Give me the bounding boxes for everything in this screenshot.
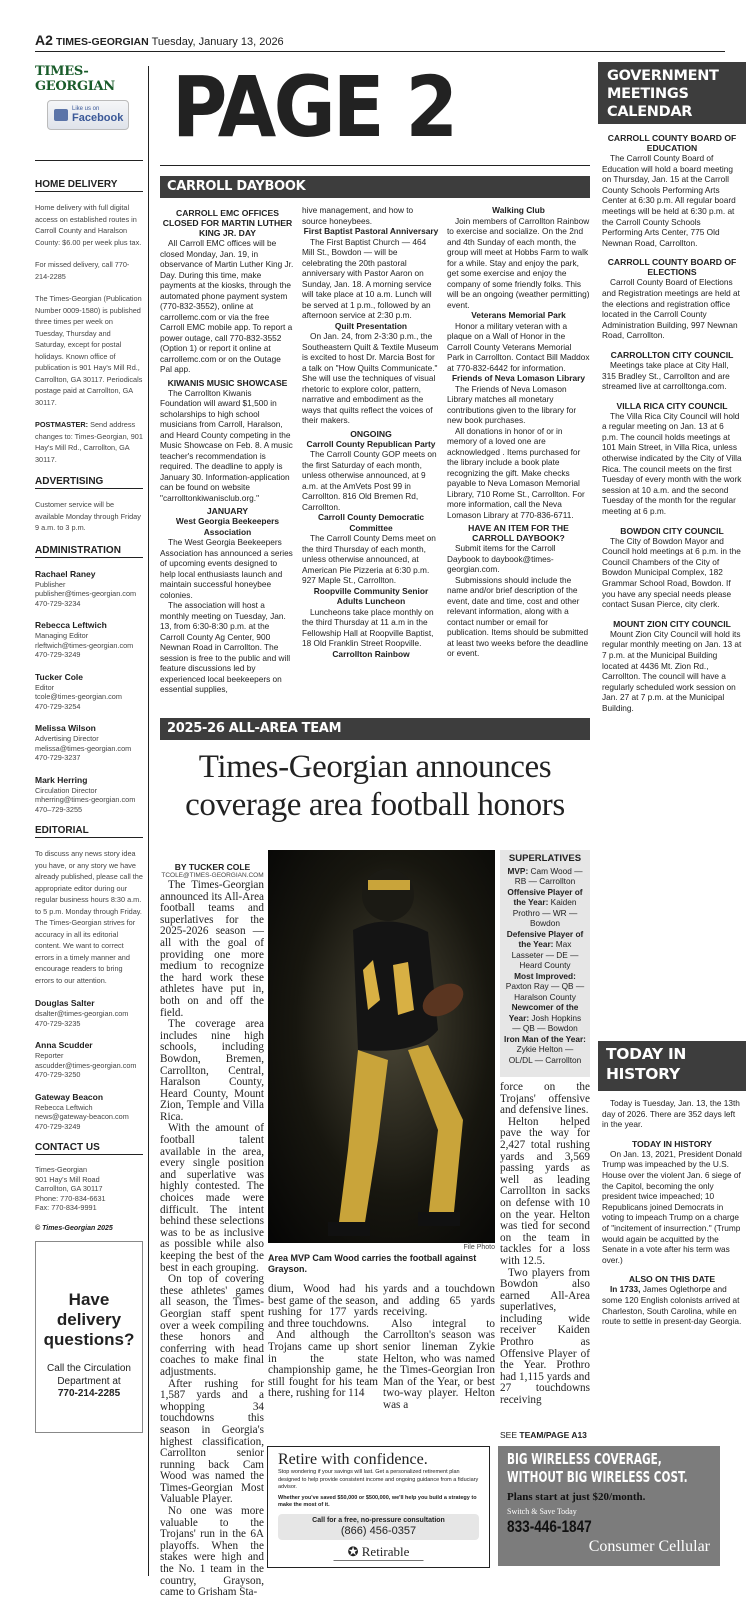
section-heading [302,429,440,439]
item-title [302,512,440,533]
government-calendar-list [598,133,746,714]
home-delivery-text: Home delivery with full digital access on established routes in Carroll County and Haralson County: $6.00 per week plus tax. [35,203,142,247]
superlative-item [504,1002,586,1034]
staff-phone: 470-729-3234 [35,598,81,608]
paragraph-text: Carroll County Board of Elections and Registration meetings are held at the elections and registration office located in the Carroll County Administration Building, 997 Newnan Road, Carrollton. [602,277,740,341]
contact-heading: CONTACT US [35,1142,143,1155]
contact-info [35,1165,143,1213]
paragraph-text: With the amount of football talent available in the area, every single position and superlative was highly contested. The choices made were difficult. The intent behind these selections was to be as inclusive as possible while also keeping the best of the best in each grouping. [160,1122,264,1274]
continued-paragraph [383,1284,495,1319]
staff-list [35,568,143,815]
staff-role: Managing Editor [35,631,89,640]
item-title [447,310,590,321]
paragraph-text: Today is Tuesday, Jan. 13, the 13th day of 2026. There are 352 days left in the year. [602,1098,740,1130]
paragraph-text: The Times-Georgian announced its All-Area football teams and superlatives for the 2025-2026 season — all with the goal of providing one more medium to recognize the hard work these athletes have put in, both on and off the field. [160,879,264,1019]
staff-phone: 470–729-3255 [35,804,83,814]
daybook-column-2 [302,205,440,659]
item-title [302,321,440,332]
facebook-line1: Like us on [72,106,100,112]
staff-email[interactable]: rleftwich@times-georgian.com [35,640,134,650]
ad-body: Stop wondering if your savings will last. Get a personalized retirement plan designed to help provide consistent income and ongoing guidance from a fiduciary advisor. [278,1469,479,1490]
item-title [160,516,295,537]
staff-entry [35,619,143,660]
staff-role: Reporter [35,1051,64,1060]
paragraph [160,1379,264,1507]
paragraph-text: All Carroll EMC offices will be closed Monday, Jan. 19, in observance of Martin Luther King Jr. Day. During this time, make payments at the kiosks, through the automated phone payment system (770-832-3552), online at carrollemc.com or via the free Carroll EMC mobile app. To report a power outage, call 770-832-3552 (Option 1) or report it online at carrollemc.com or on the Outage Pal app. [160,238,294,374]
superlative-label: Defensive Player of the Year: [506,928,584,949]
staff-email[interactable]: tcole@times-georgian.com [35,692,122,701]
paragraph-text: KIWANIS MUSIC SHOWCASE [167,377,288,388]
paragraph-text: Two players from Bowdon also earned All-Area superlatives, including wide receiver Kaiden Prothro as Offensive Player of the Year. Prothro had 1,115 yards and 27 touchdowns receiving [500,1266,590,1407]
staff-email[interactable]: news@gateway-beacon.com [35,1112,129,1121]
paragraph [602,1284,742,1326]
daybook-column-1 [160,205,295,695]
photo-credit: File Photo [463,1244,495,1251]
times-georgian-logo: TIMES-GEORGIAN [35,64,115,94]
staff-email[interactable]: dsalter@times-georgian.com [35,1009,129,1018]
paragraph-text: TODAY IN HISTORY [631,1138,713,1149]
staff-entry [35,1091,143,1132]
paragraph [160,238,295,375]
staff-email[interactable]: melissa@times-georgian.com [35,743,132,753]
paragraph-text: No one was more valuable to the Trojans' run in the 6A playoffs. When the stakes were high and the No. 1 team in the country, Grayson, came to Grisham Sta- [160,1505,264,1599]
paragraph-text: The Carroll County Board of Education will hold a board meeting on Thursday, Jan. 15 at the Carroll County Schools Performing Arts Center at 6:30 p.m. All regular board meetings will be held at 6:30 p.m. at the Carroll County Schools Performing Arts Center, 775 Old Newnan Road, Carrollton. [602,153,736,248]
superlatives-title: SUPERLATIVES [508,853,582,864]
paragraph-text: James Oglethorpe and some 120 English colonists arrived at Charleston, South Carolina, while en route to settle in present-day Georgia. [602,1284,742,1327]
retirable-brand: Retirable [361,1543,410,1559]
paragraph-text: And although the Trojans came up short in the state championship game, he still fought for his team there, rushing for 114 [268,1329,378,1400]
paragraph-text: All donations in honor of or in memory of a loved one are acknowledged . Items purchased for the library include a book plate recognizing the gift. Make checks payable to Neva Lomason Memorial Library, 710 Rome St., Carrollton. For more information, call the Neva Lomason Library at 770-836-6711. [447,425,585,520]
publication-text: The Times-Georgian (Publication Number 0009-1580) is published three times per week on Tuesday, Thursday and Saturday, except for postal holidays. Known office of publication is 901 Hay's Mill Rd., Carrollton, GA 30117. Periodicals postage paid at Carrollton, GA 30117. [35,294,143,407]
advertising-text: Customer service will be available Monday through Friday 9 a.m. to 3 p.m. [35,500,141,532]
paragraph-text: VILLA RICA CITY COUNCIL [616,400,728,411]
paragraph-text: BOWDON CITY COUNCIL [620,525,724,536]
section-heading [160,506,295,516]
paragraph [302,237,440,321]
paragraph-text: Carroll County Democratic Committee [317,512,425,533]
ad-phone[interactable]: 833-446-1847 [507,1517,592,1536]
paragraph [447,575,590,659]
staff-role: Editor [35,682,55,692]
editorial-heading: EDITORIAL [35,825,143,838]
continued-paragraph [500,1082,590,1117]
page-number: A2 [35,32,53,48]
government-calendar [598,62,746,714]
paragraph-text: Meetings take place at City Hall, 315 Bradley St., Carrollton and are streamed live at carrolltonga.com. [602,359,730,392]
retirable-ad[interactable] [267,1446,490,1568]
superlative-label: Most Improved: [514,970,576,981]
divider [35,160,143,161]
paragraph-text: Submit items for the Carroll Daybook to daybook@times-georgian.com. [447,543,556,574]
issue-date: Tuesday, January 13, 2026 [151,36,284,48]
consumer-cellular-ad[interactable] [498,1446,720,1566]
section-heading [602,1274,742,1284]
paragraph [602,536,742,610]
contact-line: Times-Georgian [35,1165,88,1174]
item-title [302,586,440,607]
item-title [447,373,590,384]
paragraph-text: CARROLL EMC OFFICES CLOSED FOR MARTIN LUTHER KING JR. DAY [162,208,293,238]
item-title [302,649,440,660]
superlative-value: Cam Wood — RB — Carrollton [514,865,583,886]
ad-plans: Plans start at just $20/month. [507,1491,646,1503]
paragraph [160,388,295,504]
paragraph [602,629,742,714]
paragraph [302,533,440,586]
today-in-history-body [598,1098,746,1327]
paragraph-text: MOUNT ZION CITY COUNCIL [613,618,731,629]
item-title [302,226,440,237]
missed-delivery-text: For missed delivery, call 770-214-2285 [35,260,130,281]
paragraph-text: The coverage area includes nine high schools, including Bowdon, Bremen, Carrollton, Central, Haralson County, Heard County, Mount Zion, Temple and Villa Rica. [160,1018,264,1123]
paragraph-text: CARROLL COUNTY BOARD OF ELECTIONS [607,257,737,278]
paragraph [447,216,590,311]
paragraph [268,1330,378,1400]
paragraph-text: West Georgia Beekeepers Association [175,516,280,537]
staff-name: Anna Scudder [35,1040,93,1050]
paragraph-text: yards and a touchdown and adding 65 yards receiving. [383,1283,495,1319]
staff-entry [35,774,143,815]
section-heading [447,523,590,543]
paragraph-text: Friends of Neva Lomason Library [451,373,586,383]
superlative-item [504,971,586,1003]
ad-switch: Switch & Save Today [507,1507,577,1516]
paragraph-text: ONGOING [350,428,392,439]
paragraph-text: The Carrollton Kiwanis Foundation will award $1,500 in scholarships to high school musicians from Carroll, Haralson, and Heard County competing in the Music Showcase on Feb. 8. A music teacher's recommendation is required. The deadline to apply is January 30. Information-application can be found on website "carrolltonkiwanisclub.org." [160,387,293,503]
delivery-call-text: Call the Circulation Department at [47,1362,131,1387]
superlative-label: MVP: [507,865,529,876]
section-heading [602,257,742,277]
article-column-3 [383,1284,495,1412]
continued-paragraph [268,1284,378,1330]
paragraph [302,449,440,512]
column-divider [148,66,149,1576]
paragraph-text: ALSO ON THIS DATE [628,1274,716,1285]
paragraph [447,543,590,575]
superlative-value: Josh Hopkins — QB — Bowdon [512,1012,582,1033]
paragraph-text: Quilt Presentation [334,320,408,331]
paragraph-text: Honor a military veteran with a plaque on a Wall of Honor in the Carroll County Veterans Memorial Park in Carrollton. Contact Bill Maddox at 770-832-6442 for information. [447,320,590,373]
paragraph-text: The Friends of Neva Lomason Library matches all monetary contributions given to the library for new book purchases. [447,383,577,425]
paragraph-text: The association will host a monthly meeting on Tuesday, Jan. 13, from 6:30-8:30 p.m. at the Carroll County Ag Center, 900 Newnan Road in Carrollton. The session is free to the public and will feature discussions led by experienced local beekeepers on essential supplies, [160,600,291,694]
ad-cta: Call for a free, no-pressure consultation [312,1516,445,1524]
ad-fine-print: ▬▬▬▬▬▬▬▬▬▬▬▬▬▬▬▬▬▬▬▬▬▬▬▬▬▬▬▬▬▬ [333,1558,424,1562]
staff-entry [35,722,143,763]
jump-target: TEAM/PAGE A13 [519,1430,587,1440]
paragraph-lead: In 1733, [610,1284,641,1295]
paragraph [602,277,742,341]
superlative-item [504,1034,586,1066]
paragraph-text: Veterans Memorial Park [471,310,566,320]
paragraph-text: Also integral to Carrollton's season was senior lineman Zykie Helton, who was named the Times-Georgian Iron Man of the Year, or best two-way player. Helton was a [383,1317,495,1411]
byline-author: BY TUCKER COLE [174,862,251,872]
football-player-photo [268,850,495,1243]
staff-name: Mark Herring [35,774,88,785]
paragraph [160,1506,264,1599]
superlatives-box [500,850,590,1077]
staff-phone: 470-729-3237 [35,753,81,762]
staff-entry [35,997,143,1028]
paragraph-text: The First Baptist Church — 464 Mill St., Bowdon — will be celebrating the 20th pastoral anniversary with Pastor Aaron on Sunday, Jan. 18. A morning service will take place at 10 a.m. Lunch will be served at 1 p.m., followed by an afternoon service at 2:30 p.m. [302,236,432,320]
paragraph [602,411,742,517]
paragraph [302,331,440,426]
superlative-label: Newcomer of the Year: [508,1002,579,1023]
paragraph-text: After rushing for 1,587 yards and a whopping 34 touchdowns this season in Georgia's highest classification, Carrollton senior running back Cam Wood was named the Times-Georgian Most Valuable Player. [160,1377,264,1506]
paragraph-text: Mount Zion City Council will hold its regular monthly meeting on Jan. 13 at 7 p.m. at the Municipal Building located at 4436 Mt. Zion Rd., Carrollton. The council will have a regularly scheduled work session on Jan. 27 at 7 p.m. at the Municipal Building. [602,628,742,713]
item-title [447,205,590,216]
byline-email[interactable]: TCOLE@TIMES-GEORGIAN.COM [161,872,264,879]
superlative-value: Kaiden Prothro — WR — Bowdon [512,897,578,928]
page-header [35,32,725,52]
thumbs-up-icon [54,109,68,121]
staff-role: Rebecca Leftwich [35,1102,93,1112]
editorial-staff-list [35,997,143,1131]
superlative-item [504,866,586,887]
ad-bold-text: Whether you've saved $50,000 or $500,000, we'll help you build a strategy to make the most of it. [278,1494,477,1508]
staff-name: Gateway Beacon [35,1091,104,1102]
staff-email[interactable]: publisher@times-georgian.com [35,589,137,598]
paragraph-text: On Jan. 13, 2021, President Donald Trump was impeached by the U.S. House over the violent Jan. 6 siege of the Capitol, becoming the only president twice impeached; 10 Republicans joined Democrats in voting to impeach Trump on a charge of "incitement of insurrection." (Trump would again be acquitted by the Senate in a vote after his term was over.) [602,1148,742,1265]
paragraph-text: Carroll County Republican Party [306,438,436,449]
today-in-history-header: TODAY IN HISTORY [598,1041,746,1091]
staff-name: Douglas Salter [35,998,95,1008]
paragraph [500,1117,590,1268]
retirable-logo: ✪ Retirable [347,1543,410,1559]
paragraph-text: The Villa Rica City Council will hold a regular meeting on Jan. 13 at 6 p.m. The council holds meetings at 101 Main Street, in Villa Rica, unless otherwise indicated by the City of Villa Rica. The council meets on the first Tuesday of every month with the work session at 10 a.m. and the second Tuesday of the month for the regular meeting at 6 p.m. [602,410,742,517]
paragraph-text: On Jan. 24, from 2-3:30 p.m., the Southeastern Quilt & Textile Museum is excited to host Dr. Marcia Bost for a talk on "How Quilts Communicate." She will use the techniques of visual rhetoric to explore color, pattern, narrative and embodiment as the ways that quilts reflect the voices of their makers. [302,331,439,425]
superlative-value: Zykie Helton — OL/DL — Carrollton [508,1044,582,1065]
paragraph-text: First Baptist Pastoral Anniversary [303,226,439,236]
section-header: 2025-26 ALL-AREA TEAM [160,718,590,740]
paragraph-text: JANUARY [206,506,249,516]
section-heading [602,350,742,360]
article-column-1 [160,880,264,1599]
delivery-questions-box [35,1241,143,1433]
article-column-4 [500,1082,590,1407]
section-heading [602,619,742,629]
paragraph-text: CARROLLTON CITY COUNCIL [610,349,734,360]
paragraph-text: Submissions should include the name and/or brief description of the event, date and time, cost and other relevant information, along with a contact number or email for publication. Items should be submitted at least two weeks before the deadline or event. [447,574,589,658]
paragraph-text: hive management, and how to source honeybees. [302,205,414,226]
paragraph [500,1268,590,1407]
paragraph [447,426,590,521]
paragraph-text: On top of covering these athletes' games all season, the Times-Georgian staff spent over a week compiling these honors and conferring with head coaches to make final adjustments. [160,1273,264,1378]
jump-prefix: SEE [500,1430,520,1440]
superlative-item [504,929,586,971]
contact-line: 901 Hay's Mill Road [35,1174,100,1184]
postmaster-label: POSTMASTER: [35,420,89,429]
staff-email[interactable]: ascudder@times-georgian.com [35,1060,137,1070]
page-title: PAGE 2 [172,58,456,156]
section-heading [602,133,742,153]
staff-name: Melissa Wilson [35,723,96,733]
daybook-column-3 [447,205,590,659]
paragraph [602,360,742,392]
facebook-line2: Facebook [72,112,124,124]
paragraph [602,1149,742,1266]
section-heading [602,1139,742,1149]
daybook-header: CARROLL DAYBOOK [160,176,590,198]
home-delivery-heading: HOME DELIVERY [35,179,143,192]
paragraph-text: CARROLL COUNTY BOARD OF EDUCATION [607,133,737,153]
player-illustration [268,850,495,1243]
paragraph [447,384,590,426]
byline [160,862,265,879]
staff-entry [35,671,143,712]
paragraph-text: The Carroll County GOP meets on the first Saturday of each month, unless otherwise announced, at 9 a.m. at the AmVets Post 99 in Carrollton. 816 Old Bremen Rd, Carrollton. [302,449,437,512]
sidebar [35,64,143,1233]
staff-role: Advertising Director [35,734,99,743]
photo-caption: Area MVP Cam Wood carries the football against Grayson. [268,1253,477,1274]
advertising-heading: ADVERTISING [35,476,143,489]
paragraph [302,607,440,649]
staff-phone: 470-729-3250 [35,1070,81,1079]
paragraph [160,1274,264,1378]
paragraph [602,1098,742,1130]
postmaster-text [35,419,143,465]
continued-paragraph [302,205,440,226]
contact-line: Fax: 770-834-9991 [35,1203,97,1212]
paragraph-text: The Carroll County Dems meet on the third Thursday of each month, unless otherwise announced, at American Pie Pizzeria at 6:30 p.m. 927 Maple St., Carrollton. [302,533,436,585]
article-headline[interactable]: Times-Georgian announces coverage area football honors [185,749,565,823]
paragraph-text: Roopville Community Senior Adults Luncheon [313,585,429,606]
paragraph [160,537,295,600]
paragraph [160,1019,264,1123]
editorial-text: To discuss any news story idea you have, or any story we have already published, please call the appropriate editor during our regular business hours 8:30 a.m. to 5 p.m. Monday through Friday. The Times-Georgian strives for accuracy in all its editorial content. We want to correct errors in a timely manner and encourage readers to bring errors to our attention. [35,849,143,985]
postmaster-body: Send address changes to: Times-Georgian, 901 Hay's Mill Rd., Carrollton, GA 30117. [35,420,143,464]
ad-headline: Retire with confidence. [278,1451,428,1468]
superlative-item [504,887,586,929]
paragraph-text: dium, Wood had his best game of the season, rushing for 177 yards and three touchdowns. [268,1283,378,1330]
section-heading [160,208,295,238]
ad-phone[interactable]: (866) 456-0357 [340,1524,417,1537]
staff-phone: 470-729-3254 [35,701,81,711]
article-column-2 [268,1284,378,1400]
government-calendar-header: GOVERNMENT MEETINGS CALENDAR [598,62,746,124]
consumer-cellular-logo: Consumer Cellular [588,1538,710,1555]
staff-phone: 470-729-3249 [35,1121,81,1131]
paragraph-text: Luncheons take place monthly on the third Thursday at 11 a.m in the Fellowship Hall at Roopville Baptist, 18 Old Franklin Street Roopville. [302,606,434,648]
staff-phone: 470-729-3235 [35,1018,81,1028]
paragraph [160,1123,264,1274]
section-heading [602,401,742,411]
delivery-question: Have delivery questions? [43,1289,135,1349]
superlative-value: Paxton Ray — QB — Haralson County [505,981,585,1002]
paragraph-text: Walking Club [492,205,545,215]
copyright: © Times-Georgian 2025 [35,1224,113,1232]
masthead-name: TIMES-GEORGIAN [55,36,149,48]
paragraph [447,321,590,374]
section-heading [602,526,742,536]
jump-reference[interactable] [500,1430,590,1440]
staff-phone: 470-729-3249 [35,650,81,659]
superlative-value: Max Lasseter — DE — Heard County [511,939,579,970]
staff-name: Rebecca Leftwich [35,620,107,630]
staff-entry [35,1039,143,1080]
section-heading [160,378,295,388]
superlative-label: Iron Man of the Year: [504,1033,586,1044]
paragraph-text: HAVE AN ITEM FOR THE CARROLL DAYBOOK? [468,523,569,543]
staff-name: Tucker Cole [35,671,84,682]
paragraph-text: Join members of Carrollton Rainbow to exercise and socialize. On the 2nd and 4th Sunday of each month, the group will meet at Hobbs Farm to walk for a while. Stay and enjoy the park, get some exercise and enjoy the company of some friendly folks. This will be an ongoing (weather permitting) event. [447,215,590,310]
paragraph-text: Carrollton Rainbow [332,648,410,659]
ad-call-box [278,1514,479,1540]
ad-headline-1: BIG WIRELESS COVERAGE, [507,1450,662,1468]
paragraph-text: Helton helped pave the way for 2,427 total rushing yards and 3,569 passing yards as well as leading Carrollton in sacks on defense with 10 on the year. Helton was tied for second on the team in tackles for a loss with 12.5. [500,1115,590,1267]
divider [160,165,590,166]
staff-email[interactable]: mherring@times-georgian.com [35,795,136,804]
paragraph [602,153,742,248]
staff-name: Rachael Raney [35,568,96,579]
item-title [302,439,440,450]
ad-headline-2: WITHOUT BIG WIRELESS COST. [507,1468,688,1486]
administration-heading: ADMINISTRATION [35,545,143,558]
staff-role: Circulation Director [35,785,98,795]
paragraph [160,880,264,1019]
paragraph-text: force on the Trojans' offensive and defensive lines. [500,1081,590,1117]
paragraph [383,1319,495,1412]
facebook-like-button[interactable] [47,100,129,130]
paragraph-text: The City of Bowdon Mayor and Council hold meetings at 6 p.m. in the Council Chambers of the City of Bowdon Municipal Complex, 182 Grammar School Road, Bowdon. If you have any special needs please contact Susan Pierce, city clerk. [602,535,741,610]
staff-entry [35,568,143,609]
superlative-label: Offensive Player of the Year: [507,886,583,907]
contact-line: Phone: 770-834-6631 [35,1193,106,1203]
paragraph [160,600,295,695]
paragraph-text: The West Georgia Beekeepers Association has announced a series of upcoming events designed to help local enthusiasts launch and maintain successful honeybee colonies. [160,537,293,600]
delivery-phone[interactable]: 770-214-2285 [57,1387,121,1399]
contact-line: Carrollton, GA 30117 [35,1184,103,1193]
staff-role: Publisher [35,579,66,589]
